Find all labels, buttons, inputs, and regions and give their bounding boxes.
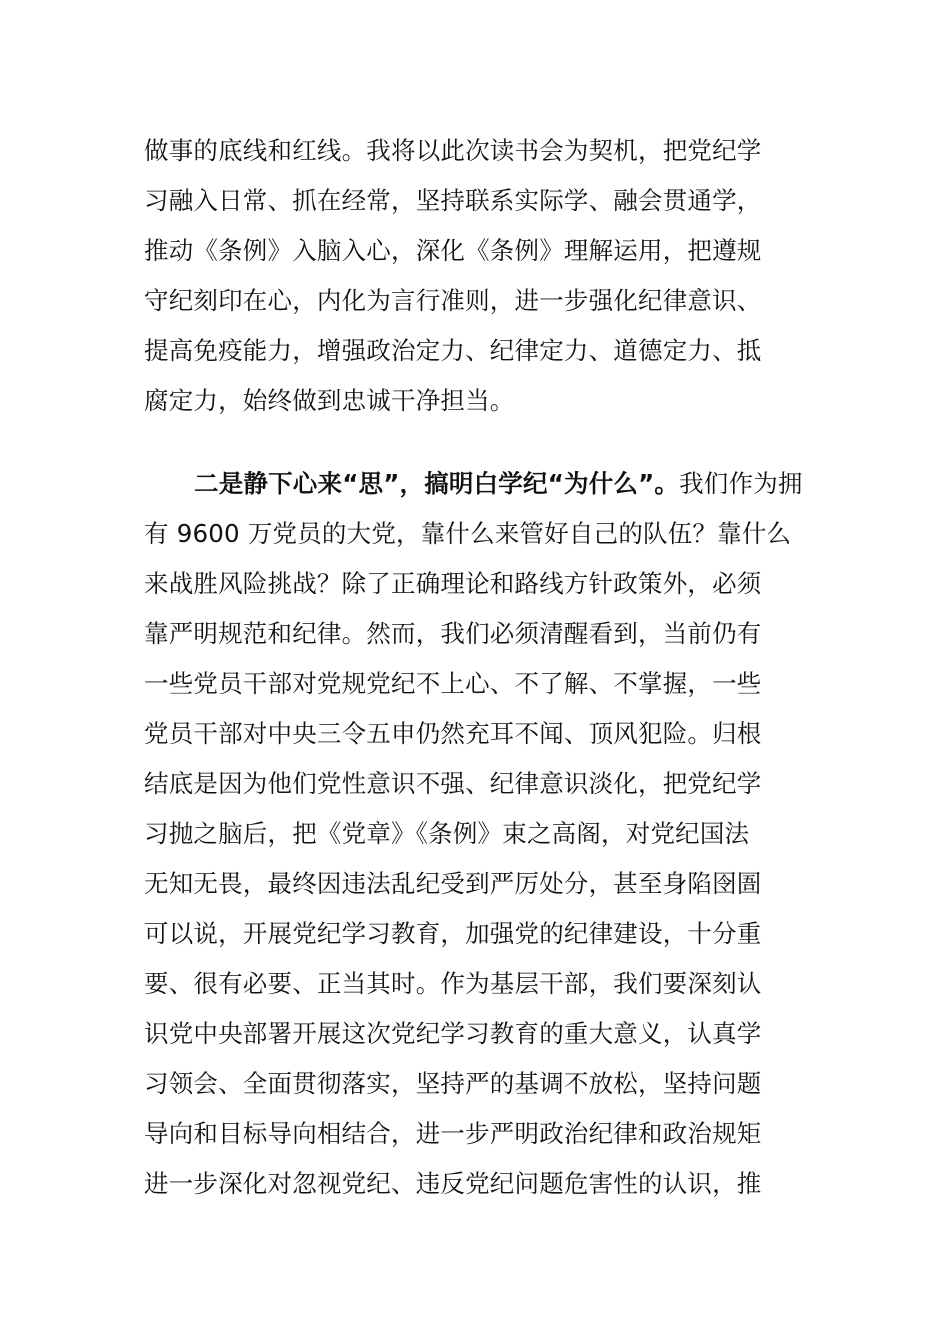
paragraph-line: 一些党员干部对党规党纪不上心、不了解、不掌握，一些 — [144, 669, 762, 698]
paragraph-1 — [144, 126, 814, 426]
paragraph-line: 习抛之脑后，把《党章》《条例》束之高阁，对党纪国法 — [144, 819, 750, 848]
paragraph-first-line-text: 我们作为拥 — [679, 469, 803, 498]
paragraph-heading: 二是静下心来“思”，搞明白学纪“为什么”。 — [194, 469, 680, 498]
paragraph-line: 进一步深化对忽视党纪、违反党纪问题危害性的认识，推 — [144, 1169, 762, 1198]
paragraph-line: 无知无畏，最终因违法乱纪受到严厉处分，甚至身陷囹圄 — [144, 869, 762, 898]
paragraph-line: 做事的底线和红线。我将以此次读书会为契机，把党纪学 — [144, 136, 762, 165]
paragraph-line: 结底是因为他们党性意识不强、纪律意识淡化，把党纪学 — [144, 769, 762, 798]
paragraph-line: 习领会、全面贯彻落实，坚持严的基调不放松，坚持问题 — [144, 1069, 762, 1098]
paragraph-line: 腐定力，始终做到忠诚干净担当。 — [144, 386, 515, 415]
paragraph-line: 党员干部对中央三令五申仍然充耳不闻、顶风犯险。归根 — [144, 719, 762, 748]
paragraph-2 — [144, 459, 814, 1209]
paragraph-line: 识党中央部署开展这次党纪学习教育的重大意义，认真学 — [144, 1019, 762, 1048]
paragraph-line: 推动《条例》入脑入心，深化《条例》理解运用，把遵规 — [144, 236, 762, 265]
paragraph-line: 来战胜风险挑战？除了正确理论和路线方针政策外，必须 — [144, 569, 762, 598]
paragraph-line: 导向和目标导向相结合，进一步严明政治纪律和政治规矩 — [144, 1119, 762, 1148]
paragraph-line: 提高免疫能力，增强政治定力、纪律定力、道德定力、抵 — [144, 336, 762, 365]
paragraph-line: 有 9600 万党员的大党，靠什么来管好自己的队伍？靠什么 — [144, 519, 792, 548]
paragraph-line: 靠严明规范和纪律。然而，我们必须清醒看到，当前仍有 — [144, 619, 762, 648]
paragraph-line: 习融入日常、抓在经常，坚持联系实际学、融会贯通学， — [144, 186, 762, 215]
paragraph-first-line — [144, 459, 814, 509]
paragraph-line: 要、很有必要、正当其时。作为基层干部，我们要深刻认 — [144, 969, 762, 998]
paragraph-line: 守纪刻印在心，内化为言行准则，进一步强化纪律意识、 — [144, 286, 762, 315]
paragraph-line: 可以说，开展党纪学习教育，加强党的纪律建设，十分重 — [144, 919, 762, 948]
